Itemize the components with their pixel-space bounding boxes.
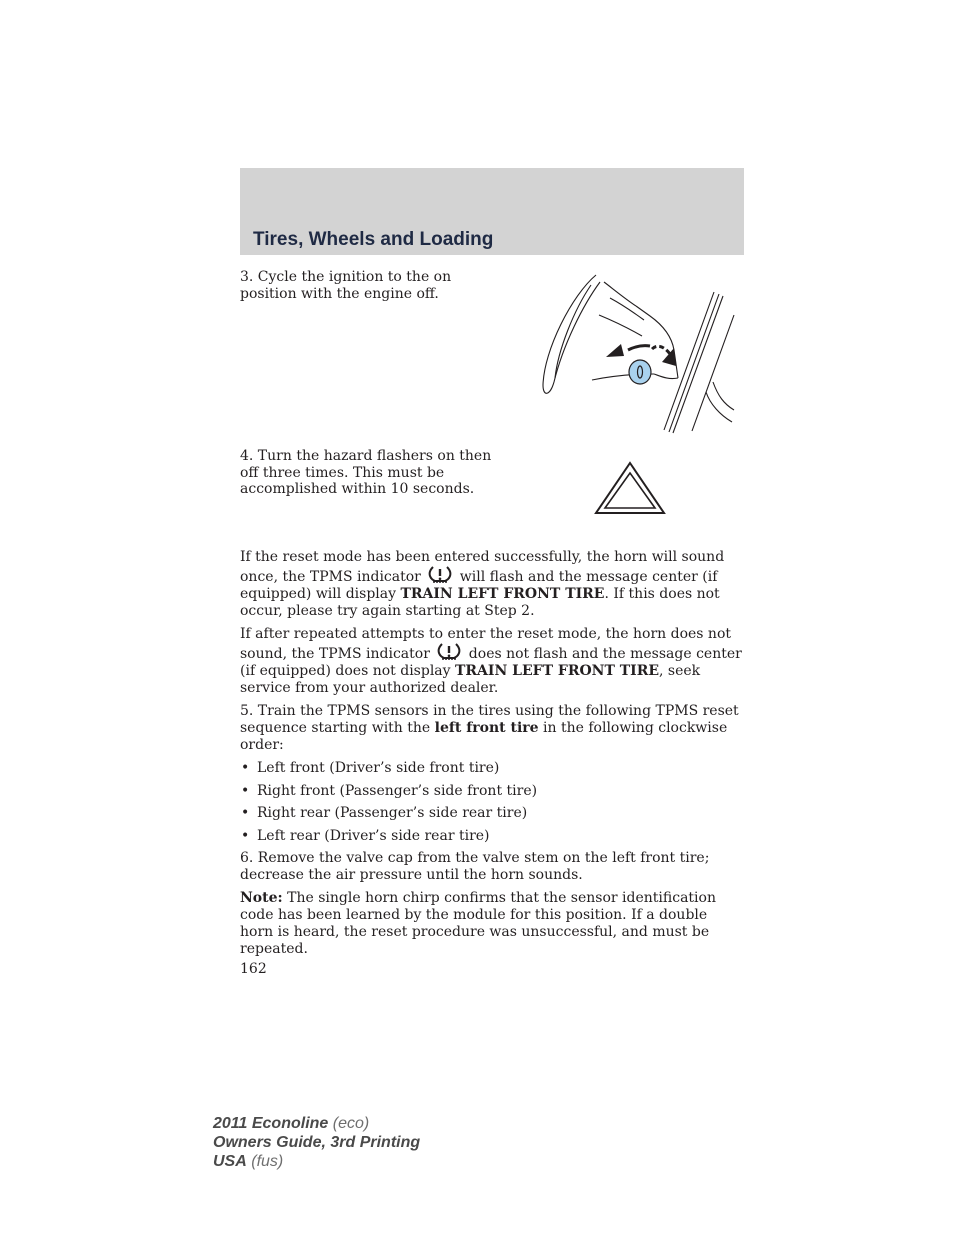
list-item: • Right rear (Passenger’s side rear tire): [241, 805, 528, 821]
hazard-triangle-icon: [594, 461, 666, 515]
footer-line-3: USA (fus): [213, 1153, 284, 1170]
step-3-text: 3. Cycle the ignition to the on position with the engine off.: [240, 269, 452, 302]
paragraph-step-5: 5. Train the TPMS sensors in the tires using the following TPMS reset sequence starting with the left front tire in the following clockwise order:: [240, 703, 739, 753]
footer-edition-info: [213, 1114, 420, 1171]
tpms-indicator-icon: [437, 643, 461, 660]
body-text: [240, 549, 744, 964]
note-paragraph: Note: The single horn chirp confirms that the sensor identification code has been learned by the module for this position. If a double horn is heard, the reset procedure was unsuccessful, and must be repeated.: [240, 890, 716, 957]
list-item: • Right front (Passenger’s side front tire): [241, 782, 538, 799]
section-title: Tires, Wheels and Loading: [253, 229, 494, 250]
footer-line-2: Owners Guide, 3rd Printing: [213, 1134, 421, 1151]
section-header: [240, 168, 744, 255]
paragraph-step-6: 6. Remove the valve cap from the valve stem on the left front tire; decrease the air pressure until the horn sounds.: [240, 850, 710, 883]
step-4-text: 4. Turn the hazard flashers on then off three times. This must be accomplished within 10 seconds.: [240, 448, 492, 497]
tire-sequence-list: [240, 760, 744, 845]
footer-line-1: 2011 Econoline (eco): [213, 1115, 370, 1132]
tpms-indicator-icon: [428, 566, 452, 583]
paragraph-reset-failure: If after repeated attempts to enter the reset mode, the horn does not sound, the TPMS indicator does not flash and the message center (if equipped) does not display TRAIN LEFT FRONT TIRE, seek service from your authorized dealer.: [240, 626, 742, 696]
list-item: • Left front (Driver’s side front tire): [241, 760, 500, 776]
note-label: Note:: [240, 890, 283, 906]
page-number: 162: [240, 961, 267, 977]
list-item: • Left rear (Driver’s side rear tire): [241, 827, 490, 844]
ignition-key-illustration: [538, 270, 738, 435]
paragraph-reset-success: If the reset mode has been entered successfully, the horn will sound once, the TPMS indicator will flash and the message center (if equipped) will display TRAIN LEFT FRONT TIRE. If this does not occur, please try again starting at Step 2.: [240, 549, 725, 619]
